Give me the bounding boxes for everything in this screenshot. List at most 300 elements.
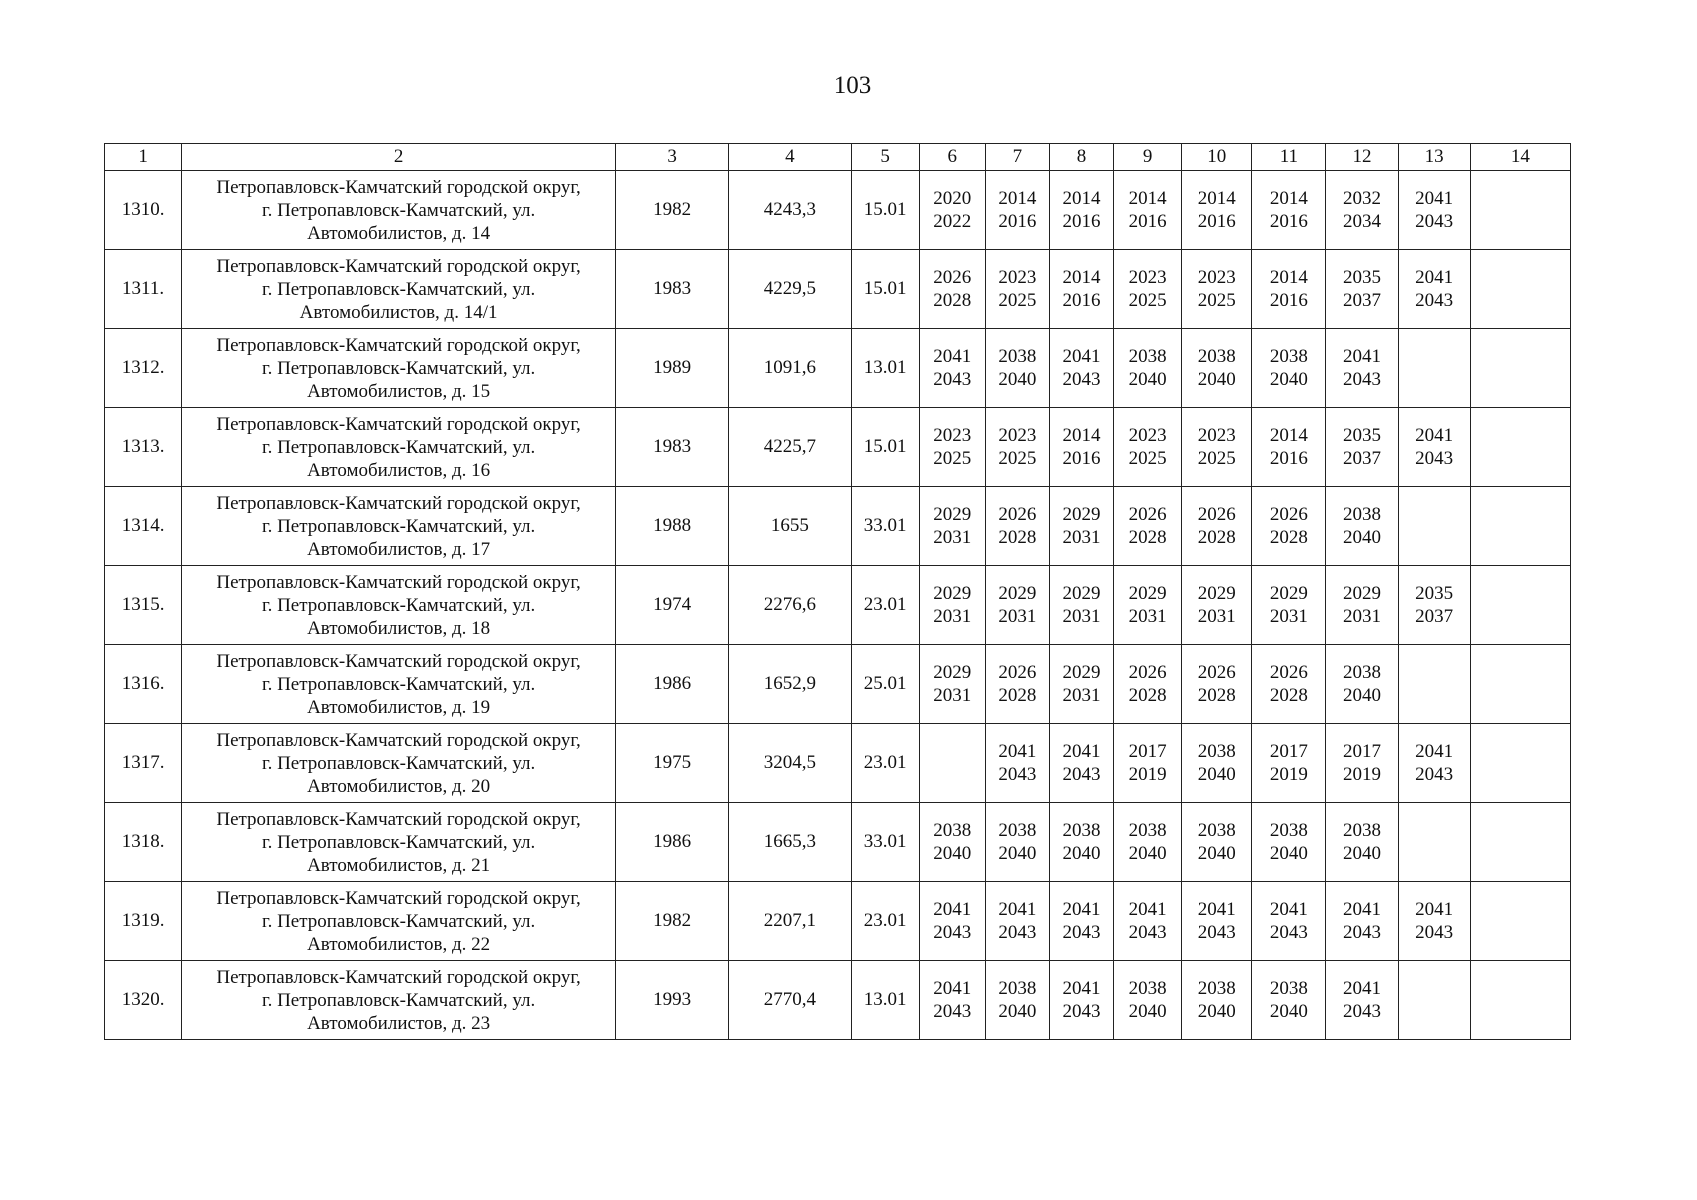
period-year: 2043 (933, 922, 972, 943)
period-cell (1398, 171, 1470, 250)
period-cell (1470, 724, 1570, 803)
period-cell (1326, 171, 1398, 250)
period-year: 2014 (1062, 425, 1101, 446)
period-cell (1398, 408, 1470, 487)
period-year: 2022 (933, 211, 972, 232)
column-header: 11 (1252, 144, 1326, 171)
row-number-cell: 1310. (105, 171, 182, 250)
page-number (0, 72, 1697, 100)
period-cell (1326, 724, 1398, 803)
period-year: 2026 (1197, 662, 1236, 683)
period-year: 2043 (1342, 369, 1381, 390)
period-cell (985, 645, 1049, 724)
row-number-cell: 1320. (105, 961, 182, 1040)
table-row (105, 487, 1571, 566)
period-year: 2014 (998, 188, 1037, 209)
period-cell (985, 961, 1049, 1040)
code-cell: 33.01 (851, 487, 919, 566)
period-year: 2016 (1269, 448, 1308, 469)
period-year: 2029 (933, 504, 972, 525)
year-cell: 1993 (616, 961, 729, 1040)
address-cell (182, 961, 616, 1040)
period-cell (1049, 645, 1113, 724)
period-cell (1049, 882, 1113, 961)
address-line: Петропавловск-Камчатский городской округ, (216, 808, 581, 830)
address-line: Автомобилистов, д. 19 (307, 696, 491, 718)
period-year: 2037 (1342, 448, 1381, 469)
period-year: 2041 (1269, 899, 1308, 920)
period-year: 2028 (1128, 685, 1167, 706)
column-header: 5 (851, 144, 919, 171)
period-year: 2040 (1197, 369, 1236, 390)
period-year: 2038 (998, 978, 1037, 999)
period-cell (985, 171, 1049, 250)
period-cell (1470, 645, 1570, 724)
period-year: 2041 (998, 741, 1037, 762)
period-year: 2041 (1342, 899, 1381, 920)
period-cell (919, 408, 985, 487)
period-year: 2043 (1415, 290, 1454, 311)
period-cell (1398, 329, 1470, 408)
period-cell (1182, 408, 1252, 487)
address-line: г. Петропавловск-Камчатский, ул. (261, 357, 536, 379)
address-line: г. Петропавловск-Камчатский, ул. (261, 989, 536, 1011)
column-header: 7 (985, 144, 1049, 171)
period-year: 2025 (1128, 448, 1167, 469)
period-year: 2016 (1128, 211, 1167, 232)
period-year: 2043 (1062, 764, 1101, 785)
period-year: 2043 (1415, 922, 1454, 943)
period-cell (1470, 250, 1570, 329)
address-cell (182, 171, 616, 250)
period-cell (1182, 329, 1252, 408)
code-cell: 15.01 (851, 408, 919, 487)
period-cell (1252, 487, 1326, 566)
area-cell: 1655 (729, 487, 851, 566)
period-cell (1114, 961, 1182, 1040)
period-year: 2031 (933, 527, 972, 548)
row-number-cell: 1312. (105, 329, 182, 408)
period-year: 2035 (1415, 583, 1454, 604)
period-year: 2038 (998, 820, 1037, 841)
address-line: Автомобилистов, д. 23 (307, 1012, 491, 1034)
address-line: г. Петропавловск-Камчатский, ул. (261, 831, 536, 853)
period-year: 2040 (1128, 1001, 1167, 1022)
column-header: 14 (1470, 144, 1570, 171)
period-cell (1470, 408, 1570, 487)
address-cell (182, 408, 616, 487)
period-year: 2029 (998, 583, 1037, 604)
period-cell (1252, 645, 1326, 724)
column-header: 9 (1114, 144, 1182, 171)
period-cell (1398, 566, 1470, 645)
area-cell: 2770,4 (729, 961, 851, 1040)
period-year: 2040 (1128, 843, 1167, 864)
period-year: 2017 (1128, 741, 1167, 762)
period-cell (1398, 882, 1470, 961)
period-year: 2023 (1128, 425, 1167, 446)
period-year: 2031 (1062, 606, 1101, 627)
address-line: г. Петропавловск-Камчатский, ул. (261, 199, 536, 221)
column-header: 3 (616, 144, 729, 171)
address-line: Автомобилистов, д. 20 (307, 775, 491, 797)
period-year: 2040 (1197, 1001, 1236, 1022)
row-number-cell: 1314. (105, 487, 182, 566)
period-year: 2019 (1128, 764, 1167, 785)
period-year: 2041 (1415, 267, 1454, 288)
period-cell (919, 645, 985, 724)
period-year: 2038 (1128, 978, 1167, 999)
table-row (105, 803, 1571, 882)
period-cell (1114, 171, 1182, 250)
address-line: Автомобилистов, д. 16 (307, 459, 491, 481)
period-cell (1326, 487, 1398, 566)
period-cell (1049, 487, 1113, 566)
period-year: 2028 (998, 527, 1037, 548)
period-cell (1326, 250, 1398, 329)
table-row (105, 250, 1571, 329)
column-header: 10 (1182, 144, 1252, 171)
period-year: 2038 (1197, 741, 1236, 762)
period-cell (919, 724, 985, 803)
period-year: 2025 (933, 448, 972, 469)
address-line: г. Петропавловск-Камчатский, ул. (261, 515, 536, 537)
period-year: 2028 (1269, 527, 1308, 548)
period-year: 2031 (933, 606, 972, 627)
period-cell (1049, 171, 1113, 250)
address-cell (182, 803, 616, 882)
period-cell (1114, 487, 1182, 566)
period-cell (1182, 724, 1252, 803)
table-row (105, 171, 1571, 250)
period-year: 2040 (1342, 527, 1381, 548)
period-year: 2034 (1342, 211, 1381, 232)
building-registry-table (104, 143, 1571, 1040)
period-year: 2029 (933, 662, 972, 683)
address-line: Петропавловск-Камчатский городской округ, (216, 571, 581, 593)
period-cell (985, 408, 1049, 487)
period-year: 2026 (933, 267, 972, 288)
period-cell (1252, 882, 1326, 961)
period-year: 2040 (1269, 1001, 1308, 1022)
period-cell (1252, 408, 1326, 487)
column-header: 4 (729, 144, 851, 171)
period-year: 2029 (1062, 504, 1101, 525)
period-cell (1252, 171, 1326, 250)
period-year: 2029 (1062, 583, 1101, 604)
period-cell (1049, 566, 1113, 645)
period-year: 2026 (1128, 504, 1167, 525)
year-cell: 1975 (616, 724, 729, 803)
period-year: 2043 (998, 764, 1037, 785)
period-year: 2028 (933, 290, 972, 311)
period-year: 2029 (1197, 583, 1236, 604)
period-year: 2040 (1197, 764, 1236, 785)
address-line: Петропавловск-Камчатский городской округ, (216, 729, 581, 751)
year-cell: 1982 (616, 882, 729, 961)
period-year: 2025 (1197, 448, 1236, 469)
column-header: 8 (1049, 144, 1113, 171)
period-year: 2026 (998, 504, 1037, 525)
period-year: 2025 (998, 448, 1037, 469)
period-cell (985, 250, 1049, 329)
address-line: Петропавловск-Камчатский городской округ, (216, 255, 581, 277)
address-line: Автомобилистов, д. 14/1 (299, 301, 498, 323)
period-cell (985, 803, 1049, 882)
period-cell (1049, 329, 1113, 408)
address-line: г. Петропавловск-Камчатский, ул. (261, 752, 536, 774)
year-cell: 1986 (616, 803, 729, 882)
address-line: г. Петропавловск-Камчатский, ул. (261, 673, 536, 695)
period-cell (1470, 329, 1570, 408)
period-cell (1049, 408, 1113, 487)
period-cell (919, 566, 985, 645)
period-year: 2043 (1128, 922, 1167, 943)
address-line: Петропавловск-Камчатский городской округ, (216, 492, 581, 514)
address-line: Автомобилистов, д. 14 (307, 222, 491, 244)
period-year: 2041 (933, 978, 972, 999)
period-year: 2035 (1342, 425, 1381, 446)
page-number-text: 103 (833, 72, 872, 99)
period-year: 2041 (1415, 188, 1454, 209)
period-cell (1114, 250, 1182, 329)
code-cell: 23.01 (851, 566, 919, 645)
period-year: 2014 (1062, 267, 1101, 288)
period-cell (1470, 882, 1570, 961)
period-year: 2029 (1128, 583, 1167, 604)
row-number-cell: 1315. (105, 566, 182, 645)
period-year: 2016 (1062, 211, 1101, 232)
period-year: 2023 (998, 425, 1037, 446)
period-year: 2040 (1128, 369, 1167, 390)
period-cell (1114, 724, 1182, 803)
area-cell: 1091,6 (729, 329, 851, 408)
period-year: 2014 (1128, 188, 1167, 209)
period-cell (985, 329, 1049, 408)
period-year: 2028 (1197, 685, 1236, 706)
period-cell (1182, 487, 1252, 566)
period-cell (1398, 645, 1470, 724)
period-year: 2026 (1269, 662, 1308, 683)
period-year: 2016 (998, 211, 1037, 232)
period-year: 2038 (1269, 346, 1308, 367)
period-year: 2040 (1062, 843, 1101, 864)
period-year: 2029 (1269, 583, 1308, 604)
period-year: 2040 (1342, 685, 1381, 706)
period-year: 2041 (1342, 978, 1381, 999)
period-cell (1398, 961, 1470, 1040)
period-year: 2041 (998, 899, 1037, 920)
period-year: 2031 (1062, 527, 1101, 548)
period-cell (1398, 803, 1470, 882)
period-cell (1470, 171, 1570, 250)
column-header: 1 (105, 144, 182, 171)
period-cell (919, 803, 985, 882)
period-year: 2038 (1342, 662, 1381, 683)
address-line: Петропавловск-Камчатский городской округ, (216, 176, 581, 198)
period-year: 2023 (1128, 267, 1167, 288)
period-year: 2014 (1269, 188, 1308, 209)
table-row (105, 408, 1571, 487)
period-cell (1252, 250, 1326, 329)
period-year: 2038 (1269, 820, 1308, 841)
period-cell (1114, 803, 1182, 882)
address-line: Автомобилистов, д. 17 (307, 538, 491, 560)
period-year: 2016 (1269, 290, 1308, 311)
period-year: 2043 (933, 1001, 972, 1022)
period-year: 2041 (1197, 899, 1236, 920)
area-cell: 4243,3 (729, 171, 851, 250)
period-year: 2041 (1128, 899, 1167, 920)
period-year: 2029 (1062, 662, 1101, 683)
table-row (105, 329, 1571, 408)
period-year: 2026 (1197, 504, 1236, 525)
period-year: 2014 (1269, 425, 1308, 446)
period-year: 2016 (1062, 290, 1101, 311)
period-year: 2025 (998, 290, 1037, 311)
year-cell: 1974 (616, 566, 729, 645)
column-header: 2 (182, 144, 616, 171)
period-cell (1049, 250, 1113, 329)
code-cell: 23.01 (851, 724, 919, 803)
period-year: 2014 (1062, 188, 1101, 209)
period-year: 2023 (998, 267, 1037, 288)
period-year: 2043 (1197, 922, 1236, 943)
period-year: 2026 (998, 662, 1037, 683)
table-row (105, 566, 1571, 645)
period-year: 2043 (1062, 369, 1101, 390)
period-year: 2040 (1269, 369, 1308, 390)
period-year: 2031 (1342, 606, 1381, 627)
period-cell (919, 882, 985, 961)
period-year: 2019 (1269, 764, 1308, 785)
period-year: 2016 (1197, 211, 1236, 232)
period-year: 2038 (1197, 978, 1236, 999)
period-year: 2041 (1062, 741, 1101, 762)
period-year: 2041 (1062, 346, 1101, 367)
period-year: 2043 (1342, 922, 1381, 943)
period-year: 2029 (933, 583, 972, 604)
period-year: 2041 (1062, 978, 1101, 999)
year-cell: 1982 (616, 171, 729, 250)
period-cell (1182, 171, 1252, 250)
period-cell (1182, 882, 1252, 961)
period-cell (1114, 329, 1182, 408)
address-line: Петропавловск-Камчатский городской округ, (216, 413, 581, 435)
header-row (105, 144, 1571, 171)
year-cell: 1988 (616, 487, 729, 566)
code-cell: 13.01 (851, 329, 919, 408)
period-year: 2028 (998, 685, 1037, 706)
address-line: Петропавловск-Камчатский городской округ, (216, 887, 581, 909)
period-cell (1326, 408, 1398, 487)
period-year: 2031 (1062, 685, 1101, 706)
period-year: 2023 (1197, 425, 1236, 446)
period-cell (1326, 961, 1398, 1040)
period-year: 2038 (1128, 346, 1167, 367)
address-cell (182, 487, 616, 566)
period-cell (1326, 645, 1398, 724)
period-year: 2019 (1342, 764, 1381, 785)
column-header: 12 (1326, 144, 1398, 171)
period-cell (1049, 961, 1113, 1040)
period-year: 2029 (1342, 583, 1381, 604)
period-year: 2041 (1415, 741, 1454, 762)
row-number-cell: 1317. (105, 724, 182, 803)
period-cell (985, 487, 1049, 566)
period-cell (1470, 566, 1570, 645)
period-cell (1252, 803, 1326, 882)
period-cell (985, 882, 1049, 961)
year-cell: 1986 (616, 645, 729, 724)
period-cell (919, 487, 985, 566)
year-cell: 1983 (616, 408, 729, 487)
address-line: г. Петропавловск-Камчатский, ул. (261, 436, 536, 458)
period-cell (1252, 329, 1326, 408)
period-year: 2038 (933, 820, 972, 841)
period-year: 2038 (1269, 978, 1308, 999)
period-cell (1182, 803, 1252, 882)
period-year: 2040 (1269, 843, 1308, 864)
period-cell (1252, 724, 1326, 803)
code-cell: 13.01 (851, 961, 919, 1040)
address-line: Автомобилистов, д. 21 (307, 854, 491, 876)
period-year: 2035 (1342, 267, 1381, 288)
period-year: 2040 (998, 1001, 1037, 1022)
period-year: 2025 (1197, 290, 1236, 311)
period-cell (1252, 566, 1326, 645)
row-number-cell: 1319. (105, 882, 182, 961)
period-cell (919, 329, 985, 408)
period-cell (1049, 803, 1113, 882)
area-cell: 2276,6 (729, 566, 851, 645)
table-row (105, 961, 1571, 1040)
address-line: Автомобилистов, д. 18 (307, 617, 491, 639)
period-cell (919, 171, 985, 250)
period-cell (1182, 961, 1252, 1040)
period-year: 2040 (1342, 843, 1381, 864)
row-number-cell: 1316. (105, 645, 182, 724)
period-cell (1114, 408, 1182, 487)
period-cell (1182, 645, 1252, 724)
period-year: 2037 (1415, 606, 1454, 627)
address-line: г. Петропавловск-Камчатский, ул. (261, 594, 536, 616)
period-cell (1470, 487, 1570, 566)
period-year: 2026 (1128, 662, 1167, 683)
period-cell (1114, 645, 1182, 724)
period-year: 2043 (1062, 922, 1101, 943)
period-cell (1182, 250, 1252, 329)
period-cell (1049, 724, 1113, 803)
table-body (105, 171, 1571, 1040)
period-year: 2043 (1415, 448, 1454, 469)
area-cell: 4229,5 (729, 250, 851, 329)
period-cell (1398, 487, 1470, 566)
period-cell (985, 566, 1049, 645)
code-cell: 15.01 (851, 250, 919, 329)
period-year: 2028 (1128, 527, 1167, 548)
period-year: 2040 (933, 843, 972, 864)
period-year: 2025 (1128, 290, 1167, 311)
period-year: 2038 (1197, 346, 1236, 367)
period-year: 2014 (1269, 267, 1308, 288)
period-cell (1470, 803, 1570, 882)
period-year: 2041 (1062, 899, 1101, 920)
period-cell (1252, 961, 1326, 1040)
address-line: Петропавловск-Камчатский городской округ, (216, 334, 581, 356)
period-year: 2043 (1415, 211, 1454, 232)
area-cell: 4225,7 (729, 408, 851, 487)
